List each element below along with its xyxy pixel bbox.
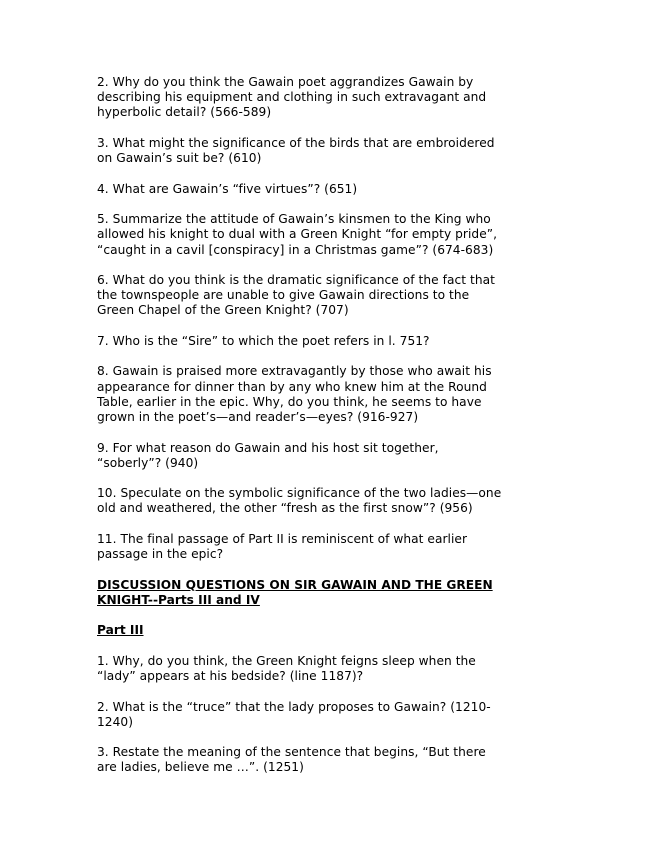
question-paragraph: 2. Why do you think the Gawain poet aggrandizes Gawain by describing his equipment and clothing in such extravagant and hyperbolic detail? (566-589) xyxy=(97,75,487,120)
question-paragraph: 4. What are Gawain’s “five virtues”? (651) xyxy=(97,181,358,196)
question-paragraph: 3. Restate the meaning of the sentence that begins, “But there are ladies, believe me …”. (1251) xyxy=(97,745,486,775)
part-heading: Part III xyxy=(97,623,144,638)
section-heading: DISCUSSION QUESTIONS ON SIR GAWAIN AND THE GREEN KNIGHT--Parts III and IV xyxy=(97,577,493,607)
question-paragraph: 6. What do you think is the dramatic significance of the fact that the townspeople are unable to give Gawain directions to the Green Chapel of the Green Knight? (707) xyxy=(97,273,495,318)
question-paragraph: 7. Who is the “Sire” to which the poet refers in l. 751? xyxy=(97,333,430,348)
question-paragraph: 8. Gawain is praised more extravagantly by those who await his appearance for dinner than by any who knew him at the Round Table, earlier in the epic. Why, do you think, he seems to have grown in the poet’s—and reader’s—eyes? (916-927) xyxy=(97,364,492,425)
question-paragraph: 10. Speculate on the symbolic significance of the two ladies—one old and weathered, the other “fresh as the first snow”? (956) xyxy=(97,486,502,516)
question-paragraph: 5. Summarize the attitude of Gawain’s kinsmen to the King who allowed his knight to dual with a Green Knight “for empty pride”, “caught in a cavil [conspiracy] in a Christmas game”? (674-683) xyxy=(97,212,498,257)
question-paragraph: 9. For what reason do Gawain and his host sit together, “soberly”? (940) xyxy=(97,440,439,470)
question-paragraph: 2. What is the “truce” that the lady proposes to Gawain? (1210- 1240) xyxy=(97,699,491,729)
question-paragraph: 1. Why, do you think, the Green Knight feigns sleep when the “lady” appears at his bedside? (line 1187)? xyxy=(97,653,476,684)
question-paragraph: 11. The final passage of Part II is reminiscent of what earlier passage in the epic? xyxy=(97,531,468,562)
question-paragraph: 3. What might the significance of the birds that are embroidered on Gawain’s suit be? (610) xyxy=(97,135,495,166)
